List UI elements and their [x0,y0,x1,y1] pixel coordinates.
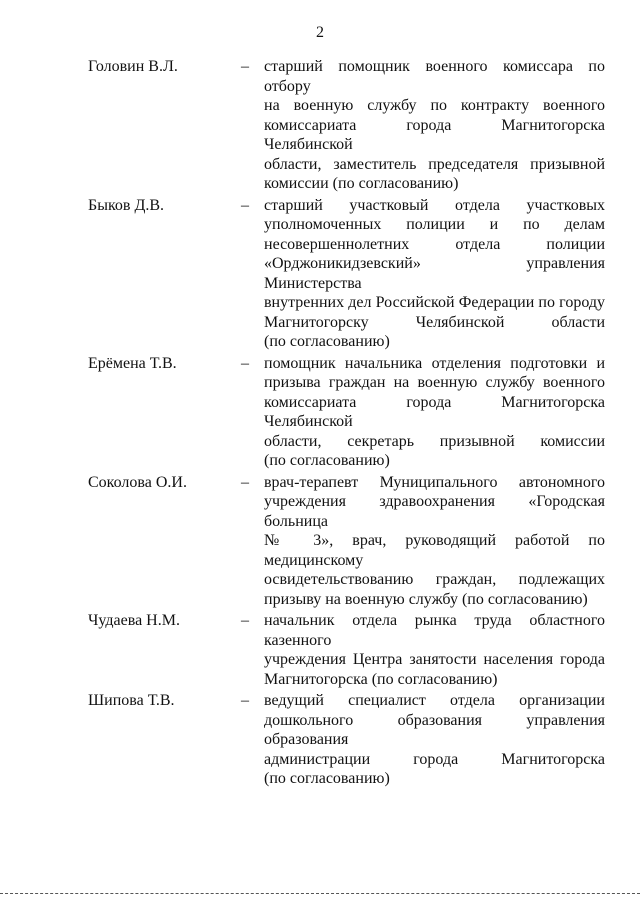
bottom-divider [0,893,640,894]
dash-separator: – [241,692,249,709]
position-line: «Орджоникидзевский» управления Министерства [264,255,605,292]
member-name: Чудаева Н.М. [88,612,180,629]
position-line: комиссии (по согласованию) [264,175,459,192]
position-line: призыва граждан на военную службу военного [264,374,605,391]
member-position [264,611,605,689]
member-row-eremena [0,354,640,471]
position-line: старший помощник военного комиссара по отбору [264,58,605,95]
member-position [264,354,605,471]
member-position [264,473,605,610]
member-name: Соколова О.И. [88,473,187,491]
position-line: учреждения здравоохранения «Городская больница [264,493,605,530]
position-line: администрации города Магнитогорска [264,750,605,768]
dash-separator: – [241,473,249,491]
position-line: на военную службу по контракту военного [264,97,605,114]
member-name: Головин В.Л. [88,58,178,75]
dash-separator: – [241,354,249,372]
position-line: Магнитогорска (по согласованию) [264,670,498,688]
member-row-chudaeva [0,611,640,689]
position-line: начальник отдела рынка труда областного казенного [264,612,605,649]
member-row-shipova [0,691,640,789]
member-list [0,57,640,791]
member-name: Ерёмена Т.В. [88,354,177,372]
dash-separator: – [241,58,249,75]
member-row-sokolova [0,473,640,610]
page-number: 2 [316,24,324,41]
position-line: уполномоченных полиции и по делам [264,216,605,233]
position-line: области, заместитель председателя призывной [264,155,605,173]
position-line: несовершеннолетних отдела полиции [264,235,605,253]
position-line: Магнитогорску Челябинской области [264,313,605,331]
position-line: (по согласованию) [264,770,390,787]
position-line: учреждения Центра занятости населения города [264,651,605,668]
position-line: призыву на военную службу (по согласованию) [264,590,588,608]
member-name: Быков Д.В. [88,196,165,214]
member-position [264,57,605,194]
position-line: врач-терапевт Муниципального автономного [264,473,605,491]
dash-separator: – [241,196,249,214]
position-line: области, секретарь призывной комиссии [264,432,605,450]
member-position [264,691,605,789]
position-line: освидетельствованию граждан, подлежащих [264,571,605,588]
position-line: внутренних дел Российской Федерации по городу [264,294,605,311]
position-line: комиссариата города Магнитогорска Челябинской [264,116,605,153]
member-name: Шипова Т.В. [88,692,175,709]
member-row-golovin [0,57,640,194]
position-line: ведущий специалист отдела организации [264,692,605,709]
dash-separator: – [241,612,249,629]
member-position [264,196,605,352]
position-line: комиссариата города Магнитогорска Челябинской [264,393,605,430]
position-line: № 3», врач, руководящий работой по медицинскому [264,532,605,569]
position-line: старший участковый отдела участковых [264,196,605,214]
position-line: помощник начальника отделения подготовки и [264,354,605,372]
position-line: дошкольного образования управления образования [264,711,605,748]
position-line: (по согласованию) [264,452,390,469]
member-row-bykov [0,196,640,352]
position-line: (по согласованию) [264,333,390,350]
